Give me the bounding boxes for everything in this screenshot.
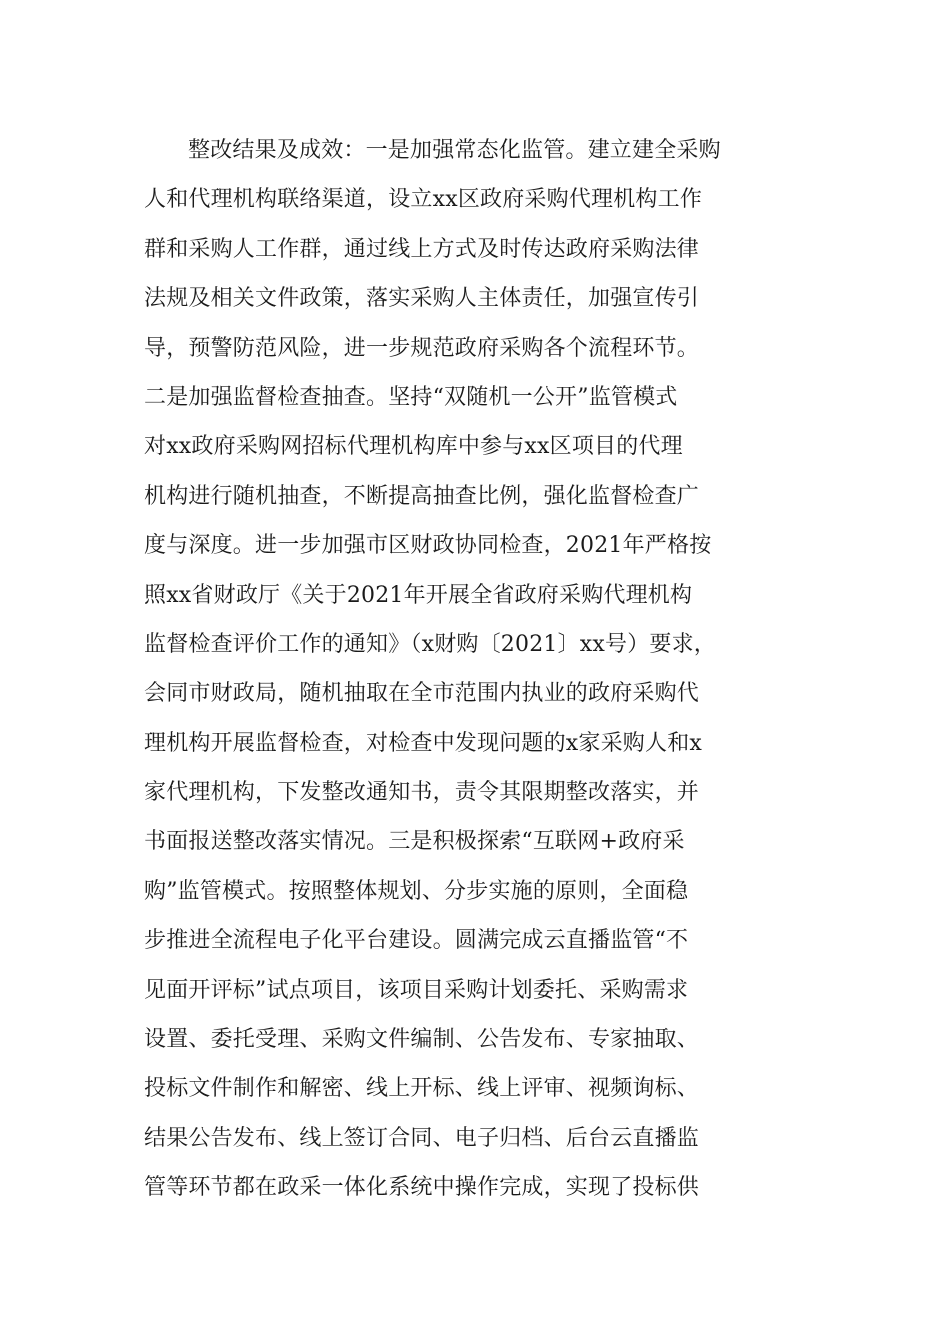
paragraph-line: 人和代理机构联络渠道，设立xx区政府采购代理机构工作 xyxy=(144,187,703,213)
paragraph-line: 整改结果及成效：一是加强常态化监管。建立建全采购 xyxy=(188,138,721,163)
paragraph-line: 投标文件制作和解密、线上开标、线上评审、视频询标、 xyxy=(144,1076,700,1102)
paragraph-line: 照xx省财政厅《关于2021年开展全省政府采购代理机构 xyxy=(144,582,693,608)
paragraph-line: 导，预警防范风险，进一步规范政府采购各个流程环节。 xyxy=(144,335,700,361)
paragraph xyxy=(144,126,844,1213)
paragraph-line: 群和采购人工作群，通过线上方式及时传达政府采购法律 xyxy=(144,236,700,262)
paragraph-line: 会同市财政局，随机抽取在全市范围内执业的政府采购代 xyxy=(144,681,700,707)
paragraph-line: 机构进行随机抽查，不断提高抽查比例，强化监督检查广 xyxy=(144,483,700,509)
paragraph-line: 监督检查评价工作的通知》（x财购〔2021〕xx号）要求， xyxy=(144,631,717,657)
paragraph-line: 结果公告发布、线上签订合同、电子归档、后台云直播监 xyxy=(144,1125,700,1151)
paragraph-line: 对xx政府采购网招标代理机构库中参与xx区项目的代理 xyxy=(144,434,683,460)
paragraph-line: 书面报送整改落实情况。三是积极探索“互联网+政府采 xyxy=(144,829,685,855)
paragraph-line: 设置、委托受理、采购文件编制、公告发布、专家抽取、 xyxy=(144,1027,700,1053)
paragraph-line: 步推进全流程电子化平台建设。圆满完成云直播监管“不 xyxy=(144,928,689,954)
paragraph-line: 度与深度。进一步加强市区财政协同检查，2021年严格按 xyxy=(144,533,712,559)
paragraph-line: 二是加强监督检查抽查。坚持“双随机一公开”监管模式 xyxy=(144,384,678,410)
paragraph-line: 家代理机构，下发整改通知书，责令其限期整改落实，并 xyxy=(144,780,700,806)
paragraph-line: 管等环节都在政采一体化系统中操作完成，实现了投标供 xyxy=(144,1175,700,1201)
paragraph-line: 购”监管模式。按照整体规划、分步实施的原则，全面稳 xyxy=(144,878,689,904)
paragraph-line: 理机构开展监督检查，对检查中发现问题的x家采购人和x xyxy=(144,730,703,756)
paragraph-line: 见面开评标”试点项目，该项目采购计划委托、采购需求 xyxy=(144,977,689,1003)
paragraph-line: 法规及相关文件政策，落实采购人主体责任，加强宣传引 xyxy=(144,286,700,312)
